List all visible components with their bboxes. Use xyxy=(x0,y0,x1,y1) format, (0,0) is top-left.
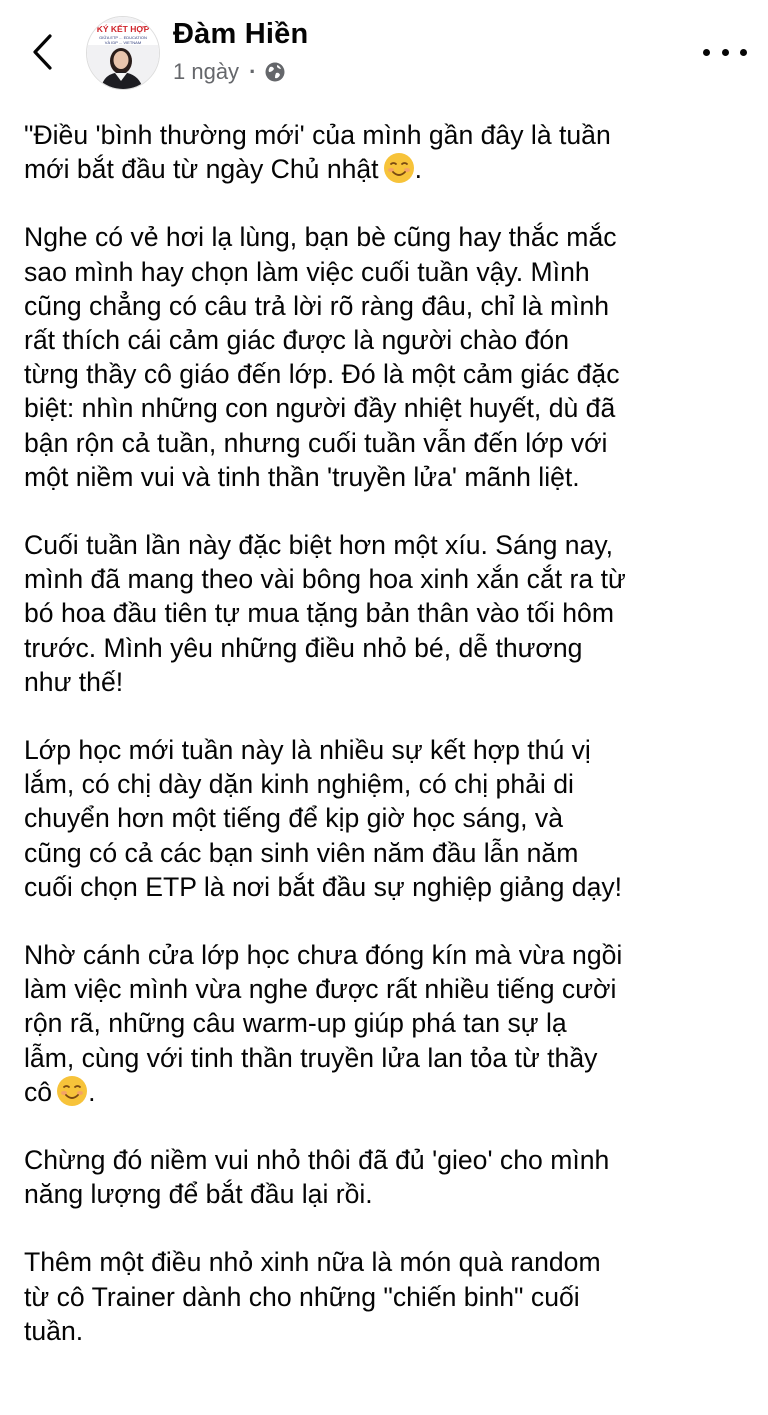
meta-separator: · xyxy=(249,59,257,84)
text-punct: . xyxy=(414,154,422,185)
paragraph-3 xyxy=(24,528,762,699)
text-line: Nhờ cánh cửa lớp học chưa đóng kín mà vừa ngồi xyxy=(24,940,623,971)
paragraph-5 xyxy=(24,938,762,1109)
text-line: từng thầy cô giáo đến lớp. Đó là một cảm giác đặc xyxy=(24,359,620,390)
text-line: một niềm vui và tinh thần 'truyền lửa' mãnh liệt. xyxy=(24,461,580,492)
chevron-left-icon xyxy=(31,33,53,71)
text-line: Nghe có vẻ hơi lạ lùng, bạn bè cũng hay thắc mắc xyxy=(24,222,617,253)
smiling-face-emoji-icon xyxy=(56,1075,88,1107)
text-punct: . xyxy=(88,1076,96,1107)
text-line: làm việc mình vừa nghe được rất nhiều tiếng cười xyxy=(24,974,617,1005)
smiling-face-emoji-icon xyxy=(383,152,415,184)
paragraph-6 xyxy=(24,1143,762,1211)
author-name[interactable]: Đàm Hiền xyxy=(173,18,309,50)
text-line: Cuối tuần lần này đặc biệt hơn một xíu. Sáng nay, xyxy=(24,530,614,561)
text-line: như thế! xyxy=(24,666,124,697)
text-line: lẫm, cùng với tinh thần truyền lửa lan tỏa từ thầy xyxy=(24,1042,598,1073)
text-line: sao mình hay chọn làm việc cuối tuần vậy. Mình xyxy=(24,256,590,287)
post-header xyxy=(0,0,768,110)
post-meta xyxy=(173,59,286,85)
text-line: cuối chọn ETP là nơi bắt đầu sự nghiệp giảng dạy! xyxy=(24,871,623,902)
post-text xyxy=(24,118,762,1382)
text-line-with-emoji xyxy=(24,152,762,186)
avatar-banner-title: KÝ KẾT HỢP xyxy=(96,24,150,34)
text-line: cũng có cả các bạn sinh viên năm đầu lẫn năm xyxy=(24,837,579,868)
paragraph-2 xyxy=(24,220,762,494)
text-line-with-emoji xyxy=(24,1075,762,1109)
avatar-banner-sub1: GIỮA ETP ... EDUCATION xyxy=(99,35,147,40)
text-line: từ cô Trainer dành cho những "chiến binh" cuối xyxy=(24,1281,580,1312)
text-line: Lớp học mới tuần này là nhiều sự kết hợp thú vị xyxy=(24,735,591,766)
text-line: tuần. xyxy=(24,1315,84,1346)
text-line: biệt: nhìn những con người đầy nhiệt huyết, dù đã xyxy=(24,393,616,424)
text-line: trước. Mình yêu những điều nhỏ bé, dễ thương xyxy=(24,632,583,663)
more-dot xyxy=(740,49,747,56)
text-line: rộn rã, những câu warm-up giúp phá tan sự lạ xyxy=(24,1008,567,1039)
text-line: cô xyxy=(24,1076,53,1107)
avatar-banner-sub2: VÀ IDP ... VIETNAM xyxy=(104,40,142,45)
back-button[interactable] xyxy=(22,30,62,74)
paragraph-1 xyxy=(24,118,762,186)
paragraph-7 xyxy=(24,1245,762,1348)
post-time[interactable]: 1 ngày xyxy=(173,59,240,84)
text-line: cũng chẳng có câu trả lời rõ ràng đâu, chỉ là mình xyxy=(24,290,610,321)
text-line: "Điều 'bình thường mới' của mình gần đây là tuần xyxy=(24,120,611,150)
text-line: bận rộn cả tuần, nhưng cuối tuần vẫn đến lớp với xyxy=(24,427,608,458)
more-dot xyxy=(722,49,729,56)
text-line: bó hoa đầu tiên tự mua tặng bản thân vào tối hôm xyxy=(24,598,614,629)
text-line: Thêm một điều nhỏ xinh nữa là món quà random xyxy=(24,1247,601,1278)
avatar-image xyxy=(87,17,159,89)
text-line: mình đã mang theo vài bông hoa xinh xắn cắt ra từ xyxy=(24,564,626,595)
text-line: mới bắt đầu từ ngày Chủ nhật xyxy=(24,154,379,185)
avatar[interactable] xyxy=(86,16,160,90)
text-line: Chừng đó niềm vui nhỏ thôi đã đủ 'gieo' cho mình xyxy=(24,1145,610,1176)
paragraph-4 xyxy=(24,733,762,904)
text-line: chuyển hơn một tiếng để kịp giờ học sáng, và xyxy=(24,803,564,834)
text-line: năng lượng để bắt đầu lại rồi. xyxy=(24,1179,373,1210)
text-line: lắm, có chị dày dặn kinh nghiệm, có chị phải di xyxy=(24,769,574,800)
more-dot xyxy=(703,49,710,56)
text-line: rất thích cái cảm giác được là người chào đón xyxy=(24,325,570,356)
more-options-button[interactable] xyxy=(703,38,747,66)
globe-icon[interactable] xyxy=(264,61,286,83)
